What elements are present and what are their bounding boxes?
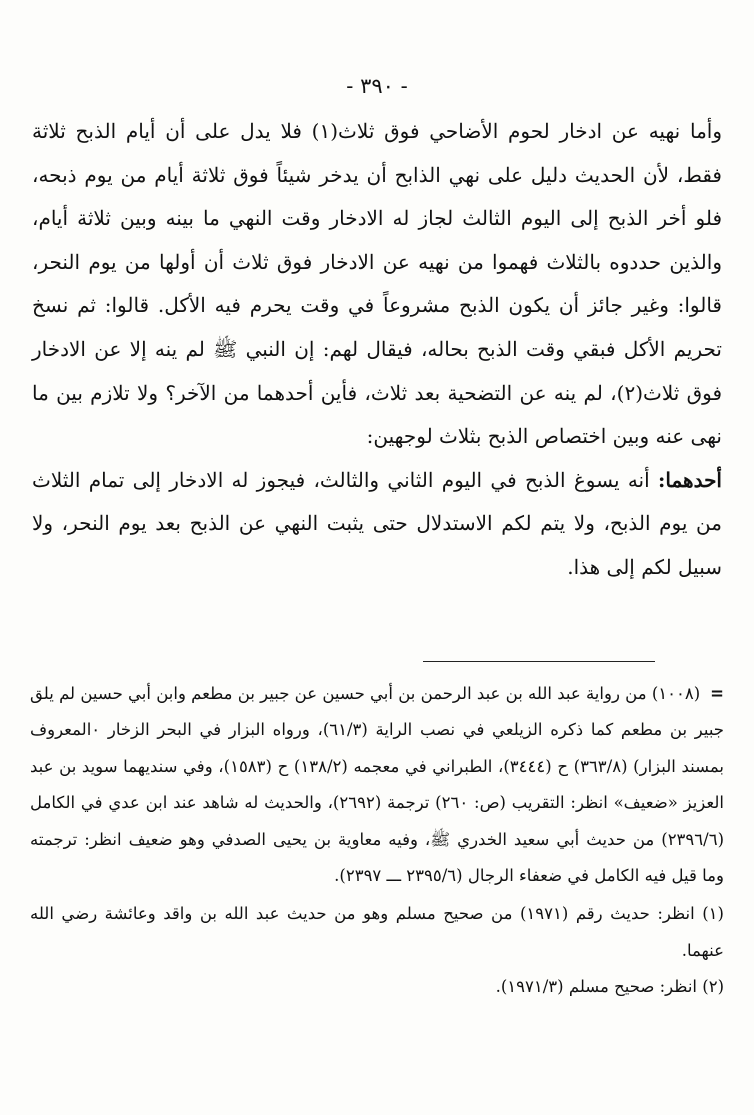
continuation-mark: = <box>710 684 724 703</box>
footnote-continuation-text: (١٠٠٨) من رواية عبد الله بن عبد الرحمن بن أبي حسين عن جبير بن مطعم وابن أبي حسين لم يلق جبير بن مطعم كما ذكره الزيلعي في نصب الراية (٦١/٣)، ورواه البزار في البحر الزخار ٠المعروف بمسند البزار) (٣٦٣/٨) ح (٣٤٤٤)، الطبراني في معجمه (١٣٨/٢) ح (١٥٨٣)، وفي سنديهما سويد بن عبد العزيز «ضعيف» انظر: التقريب (ص: ٢٦٠) ترجمة (٢٦٩٢)، والحديث له شاهد عند ابن عدي في الكامل (٢٣٩٦/٦) من حديث أبي سعيد الخدري ﷺ، وفيه معاوية بن يحيى الصدفي وهو ضعيف انظر: ترجمته وما قيل فيه الكامل في ضعفاء الرجال (٢٣٩٥/٦ ـــ ٢٣٩٧). <box>30 684 724 886</box>
paragraph-2 <box>32 459 722 590</box>
paragraph-1: وأما نهيه عن ادخار لحوم الأضاحي فوق ثلاث(١) فلا يدل على أن أيام الذبح ثلاثة فقط، لأن الحديث دليل على نهي الذابح أن يدخر شيئاً فوق ثلاثة أيام من يوم ذبحه، فلو أخر الذبح إلى اليوم الثالث لجاز له الادخار وقت النهي ما بينه وبين ثلاثة أيام، والذين حددوه بالثلاث فهموا من نهيه عن الادخار فوق ثلاث أن أولها من يوم النحر، قالوا: وغير جائز أن يكون الذبح مشروعاً في وقت يحرم فيه الأكل. قالوا: ثم نسخ تحريم الأكل فبقي وقت الذبح بحاله، فيقال لهم: إن النبي ﷺ لم ينه إلا عن الادخار فوق ثلاث(٢)، لم ينه عن التضحية بعد ثلاث، فأين أحدهما من الآخر؟ ولا تلازم بين ما نهى عنه وبين اختصاص الذبح بثلاث لوجهين: <box>32 119 723 449</box>
main-text <box>32 110 722 590</box>
page-number: - ٣٩٠ - <box>346 74 408 98</box>
footnote-1: (١) انظر: حديث رقم (١٩٧١) من صحيح مسلم وهو من حديث عبد الله بن واقد وعائشة رضي الله عنهما. <box>30 904 724 960</box>
footnote-continuation <box>30 676 724 894</box>
paragraph-2-lead: أحدهما: <box>657 467 722 492</box>
footnote-2: (٢) انظر: صحيح مسلم (١٩٧١/٣). <box>495 977 724 997</box>
paragraph-2-text: أنه يسوغ الذبح في اليوم الثاني والثالث، فيجوز له الادخار إلى تمام الثلاث من يوم الذبح، ولا يتم لكم الاستدلال حتى يثبت النهي عن الذبح بعد يوم النحر، ولا سبيل لكم إلى هذا. <box>32 467 722 579</box>
footnote-separator <box>423 661 655 662</box>
footnotes <box>30 676 724 1006</box>
